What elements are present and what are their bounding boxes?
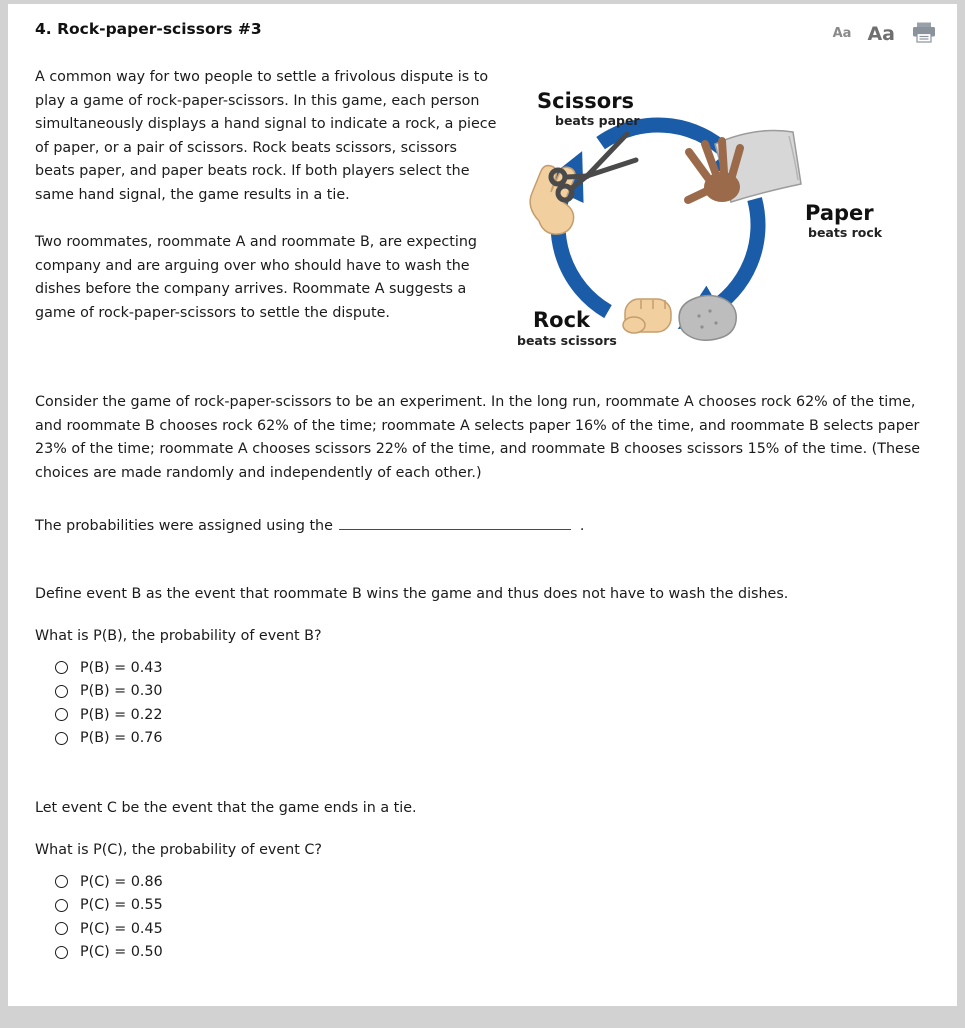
option-label: P(B) = 0.43 xyxy=(80,659,163,676)
question-c: What is P(C), the probability of event C? xyxy=(35,842,322,858)
option-label: P(C) = 0.86 xyxy=(80,873,163,890)
define-event-b: Define event B as the event that roommate B wins the game and thus does not have to wash the dishes. xyxy=(35,586,789,602)
arrow-paper-to-rock xyxy=(708,199,758,312)
rock-label: Rock xyxy=(533,308,591,332)
rock-hand-icon xyxy=(623,299,671,333)
font-size-small-button[interactable]: Aa xyxy=(832,26,852,41)
intro-paragraph-1: A common way for two people to settle a frivolous dispute is to play a game of rock-paper-scissors. In this game, each person simultaneously displays a hand signal to indicate a rock, a piece of paper, or a pair of scissors. Rock beats scissors, scissors beats paper, and paper beats rock. If both players select the same hand signal, the game results in a tie. xyxy=(35,69,497,203)
print-button[interactable] xyxy=(911,22,937,44)
question-page xyxy=(8,4,957,1006)
rock-sublabel: beats scissors xyxy=(517,333,617,348)
option-label: P(C) = 0.50 xyxy=(80,944,163,961)
rock-icon xyxy=(679,296,736,341)
radio-button[interactable] xyxy=(55,899,68,912)
option-row[interactable] xyxy=(35,941,930,965)
fill-in-suffix: . xyxy=(579,518,585,534)
option-row[interactable] xyxy=(35,727,930,751)
print-icon xyxy=(911,22,937,43)
radio-button[interactable] xyxy=(55,875,68,888)
fill-in-sentence xyxy=(8,515,957,534)
radio-button[interactable] xyxy=(55,661,68,674)
figure-column xyxy=(497,66,947,365)
scissors-label: Scissors xyxy=(537,89,635,113)
radio-button[interactable] xyxy=(55,708,68,721)
fill-in-prefix: The probabilities were assigned using the xyxy=(35,518,333,534)
option-label: P(C) = 0.55 xyxy=(80,897,163,914)
radio-button[interactable] xyxy=(55,922,68,935)
options-group-b xyxy=(8,656,957,750)
paper-label: Paper xyxy=(805,201,874,225)
answer-blank[interactable] xyxy=(339,515,571,530)
header xyxy=(8,4,957,44)
font-size-large-button[interactable]: Aa xyxy=(867,23,895,45)
header-controls xyxy=(833,20,937,44)
define-event-c: Let event C be the event that the game ends in a tie. xyxy=(35,800,417,816)
option-label: P(B) = 0.30 xyxy=(80,683,163,700)
intro-section xyxy=(8,66,957,365)
option-row[interactable] xyxy=(35,870,930,894)
options-group-c xyxy=(8,870,957,964)
page-title: 4. Rock-paper-scissors #3 xyxy=(35,20,262,38)
radio-button[interactable] xyxy=(55,685,68,698)
option-label: P(C) = 0.45 xyxy=(80,920,163,937)
paper-sublabel: beats rock xyxy=(808,225,883,240)
question-b: What is P(B), the probability of event B? xyxy=(35,628,322,644)
radio-button[interactable] xyxy=(55,946,68,959)
option-row[interactable] xyxy=(35,680,930,704)
experiment-paragraph: Consider the game of rock-paper-scissors to be an experiment. In the long run, roommate A chooses rock 62% of the time, and roommate B chooses rock 62% of the time; roommate A selects paper 16% of the time, and roommate B selects paper 23% of the time; roommate A chooses scissors 22% of the time, and roommate B chooses scissors 15% of the time. (These choices are made randomly and independently of each other.) xyxy=(35,394,921,481)
option-row[interactable] xyxy=(35,917,930,941)
option-row[interactable] xyxy=(35,703,930,727)
option-label: P(B) = 0.76 xyxy=(80,730,163,747)
scissors-sublabel: beats paper xyxy=(555,113,640,128)
option-row[interactable] xyxy=(35,894,930,918)
option-label: P(B) = 0.22 xyxy=(80,706,163,723)
intro-paragraph-2: Two roommates, roommate A and roommate B, are expecting company and are arguing over who should have to wash the dishes before the company arrives. Roommate A suggests a game of rock-paper-scissors to settle the dispute. xyxy=(35,234,477,321)
intro-text-column xyxy=(35,66,497,365)
rock-paper-scissors-diagram xyxy=(503,80,923,365)
option-row[interactable] xyxy=(35,656,930,680)
radio-button[interactable] xyxy=(55,732,68,745)
